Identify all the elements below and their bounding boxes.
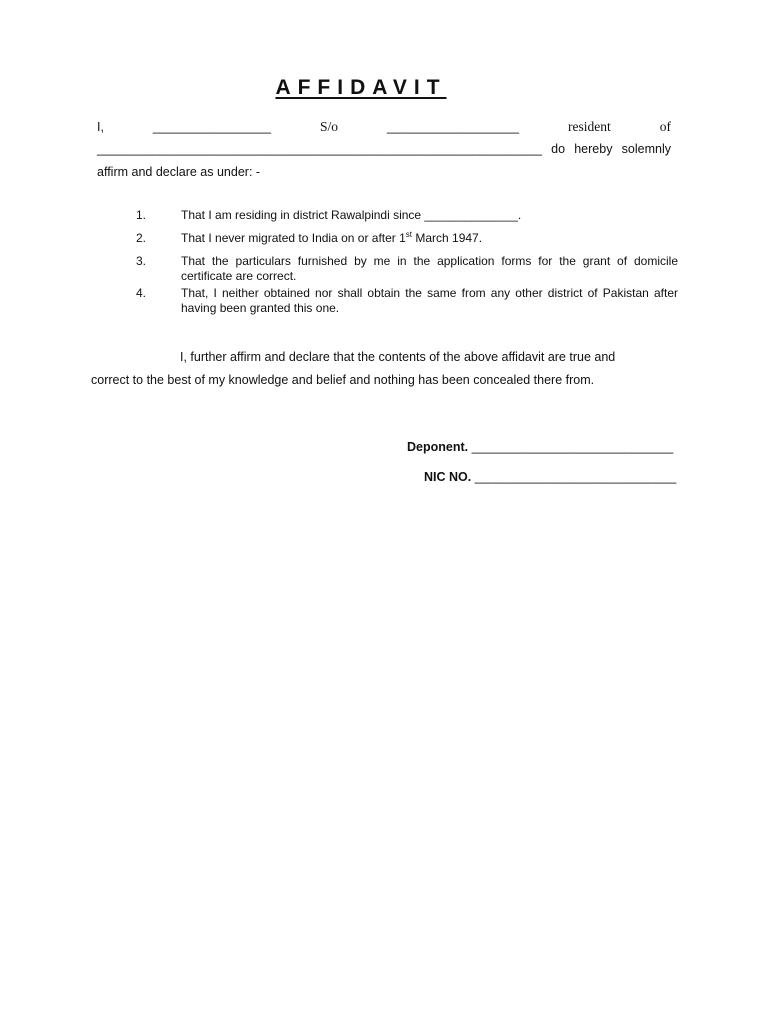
- clause-number: 4.: [136, 286, 147, 300]
- deponent-label: Deponent.: [407, 440, 469, 454]
- document-title: AFFIDAVIT: [275, 76, 447, 99]
- deponent-blank: _____________________________: [471, 440, 674, 454]
- solemnly-word: solemnly: [621, 142, 671, 156]
- nic-label: NIC NO.: [424, 470, 472, 484]
- clause-text: That I am residing in district Rawalpindi since ______________.: [181, 208, 522, 222]
- clause-number: 1.: [136, 208, 147, 222]
- intro-line-1: [97, 119, 671, 135]
- clause-number: 2.: [136, 231, 147, 245]
- of-label: of: [659, 119, 671, 134]
- nic-blank: _____________________________: [474, 470, 677, 484]
- intro-line-2: [97, 142, 671, 156]
- parent-name-blank: ___________________: [386, 120, 520, 134]
- closing-statement-line-2: correct to the best of my knowledge and belief and nothing has been concealed there from.: [91, 373, 595, 387]
- clause-text-start: That I never migrated to India on or after 1: [181, 231, 406, 245]
- relation-label: S/o: [320, 119, 339, 134]
- clause-item: [130, 254, 678, 284]
- clause-text: That the particulars furnished by me in the application forms for the grant of domicile certificate are correct.: [181, 254, 678, 283]
- clause-text: That, I neither obtained nor shall obtain the same from any other district of Pakistan after having been granted this one.: [181, 286, 678, 315]
- clause-list: [130, 208, 678, 316]
- clause-text-end: March 1947.: [412, 231, 483, 245]
- nic-number-line: [424, 470, 676, 484]
- name-blank: _________________: [152, 120, 272, 134]
- intro-pronoun: I,: [97, 120, 104, 134]
- closing-statement-line-1: I, further affirm and declare that the contents of the above affidavit are true and: [180, 350, 616, 364]
- do-word: do: [551, 142, 566, 156]
- address-blank: ________________________________________________________________: [97, 142, 542, 156]
- resident-label: resident: [568, 119, 611, 134]
- ordinal-suffix: st: [405, 230, 413, 239]
- hereby-word: hereby: [574, 142, 613, 156]
- clause-number: 3.: [136, 254, 147, 268]
- clause-item: [130, 208, 678, 223]
- clause-item: [130, 231, 678, 246]
- deponent-signature-line: [407, 440, 673, 454]
- clause-item: [130, 286, 678, 316]
- affirm-line: affirm and declare as under: -: [97, 165, 261, 179]
